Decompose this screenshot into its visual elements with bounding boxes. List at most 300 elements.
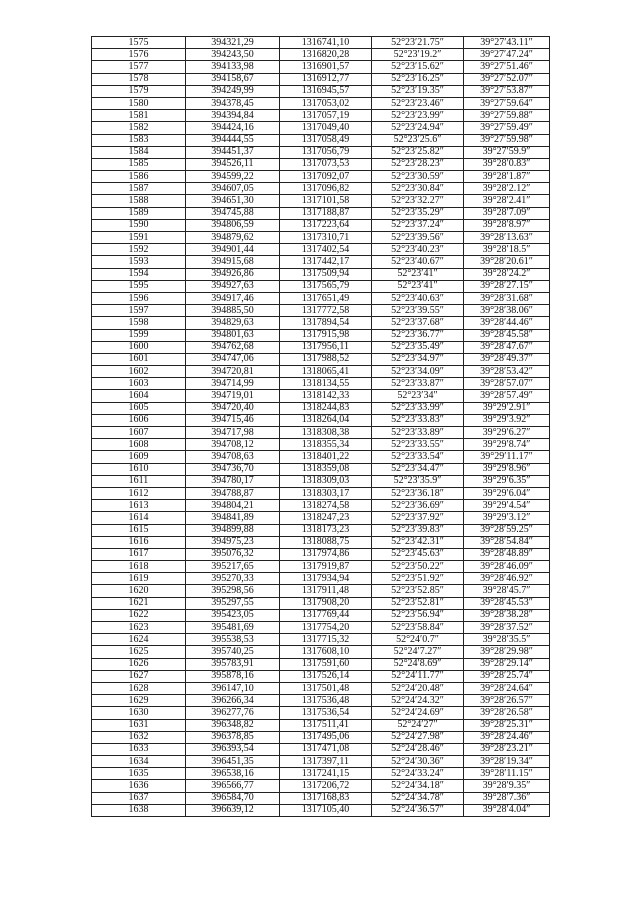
coord-x-cell: 394599,22 bbox=[186, 171, 280, 183]
point-number-cell: 1638 bbox=[92, 804, 186, 816]
table-row bbox=[92, 475, 550, 487]
coord-x-cell: 396147,10 bbox=[186, 682, 280, 694]
table-row bbox=[92, 195, 550, 207]
point-number-cell: 1602 bbox=[92, 366, 186, 378]
latitude-cell: 52°23′30.84″ bbox=[372, 183, 464, 195]
coord-x-cell: 394651,30 bbox=[186, 195, 280, 207]
table-row bbox=[92, 292, 550, 304]
table-row bbox=[92, 353, 550, 365]
latitude-cell: 52°23′35.29″ bbox=[372, 207, 464, 219]
coord-x-cell: 395783,91 bbox=[186, 658, 280, 670]
table-row bbox=[92, 573, 550, 585]
latitude-cell: 52°23′45.63″ bbox=[372, 548, 464, 560]
point-number-cell: 1618 bbox=[92, 561, 186, 573]
point-number-cell: 1629 bbox=[92, 695, 186, 707]
latitude-cell: 52°23′37.24″ bbox=[372, 219, 464, 231]
longitude-cell: 39°28′24.2″ bbox=[464, 268, 550, 280]
point-number-cell: 1604 bbox=[92, 390, 186, 402]
coord-y-cell: 1316901,57 bbox=[280, 61, 372, 73]
table-row bbox=[92, 207, 550, 219]
latitude-cell: 52°24′33.24″ bbox=[372, 768, 464, 780]
point-number-cell: 1591 bbox=[92, 232, 186, 244]
coord-y-cell: 1317241,15 bbox=[280, 768, 372, 780]
coord-x-cell: 394927,63 bbox=[186, 280, 280, 292]
latitude-cell: 52°24′36.57″ bbox=[372, 804, 464, 816]
coord-y-cell: 1318065,41 bbox=[280, 366, 372, 378]
table-row bbox=[92, 756, 550, 768]
latitude-cell: 52°23′23.46″ bbox=[372, 97, 464, 109]
coord-y-cell: 1318355,34 bbox=[280, 439, 372, 451]
longitude-cell: 39°27′59.49″ bbox=[464, 122, 550, 134]
table-row bbox=[92, 158, 550, 170]
coord-x-cell: 394243,50 bbox=[186, 49, 280, 61]
coord-y-cell: 1318244,83 bbox=[280, 402, 372, 414]
point-number-cell: 1585 bbox=[92, 158, 186, 170]
latitude-cell: 52°23′37.92″ bbox=[372, 512, 464, 524]
coord-y-cell: 1318401,22 bbox=[280, 451, 372, 463]
latitude-cell: 52°24′0.7″ bbox=[372, 634, 464, 646]
coord-x-cell: 394841,89 bbox=[186, 512, 280, 524]
table-row bbox=[92, 719, 550, 731]
point-number-cell: 1630 bbox=[92, 707, 186, 719]
table-row bbox=[92, 695, 550, 707]
longitude-cell: 39°28′27.15″ bbox=[464, 280, 550, 292]
table-row bbox=[92, 37, 550, 49]
table-row bbox=[92, 622, 550, 634]
point-number-cell: 1609 bbox=[92, 451, 186, 463]
table-row bbox=[92, 597, 550, 609]
coord-x-cell: 394829,63 bbox=[186, 317, 280, 329]
latitude-cell: 52°23′28.23″ bbox=[372, 158, 464, 170]
table-row bbox=[92, 427, 550, 439]
coord-x-cell: 395423,05 bbox=[186, 609, 280, 621]
longitude-cell: 39°28′2.12″ bbox=[464, 183, 550, 195]
latitude-cell: 52°23′23.99″ bbox=[372, 110, 464, 122]
latitude-cell: 52°23′30.59″ bbox=[372, 171, 464, 183]
table-row bbox=[92, 524, 550, 536]
coord-x-cell: 394158,67 bbox=[186, 73, 280, 85]
point-number-cell: 1577 bbox=[92, 61, 186, 73]
longitude-cell: 39°28′19.34″ bbox=[464, 756, 550, 768]
longitude-cell: 39°29′6.27″ bbox=[464, 427, 550, 439]
table-row bbox=[92, 743, 550, 755]
longitude-cell: 39°28′59.25″ bbox=[464, 524, 550, 536]
table-row bbox=[92, 670, 550, 682]
table-row bbox=[92, 122, 550, 134]
latitude-cell: 52°23′34″ bbox=[372, 390, 464, 402]
coord-y-cell: 1317053,02 bbox=[280, 97, 372, 109]
table-row bbox=[92, 232, 550, 244]
coord-x-cell: 395076,32 bbox=[186, 548, 280, 560]
longitude-cell: 39°28′8.97″ bbox=[464, 219, 550, 231]
table-row bbox=[92, 268, 550, 280]
longitude-cell: 39°28′25.74″ bbox=[464, 670, 550, 682]
point-number-cell: 1584 bbox=[92, 146, 186, 158]
table-row bbox=[92, 390, 550, 402]
point-number-cell: 1576 bbox=[92, 49, 186, 61]
latitude-cell: 52°23′19.35″ bbox=[372, 85, 464, 97]
longitude-cell: 39°28′45.58″ bbox=[464, 329, 550, 341]
point-number-cell: 1597 bbox=[92, 305, 186, 317]
point-number-cell: 1631 bbox=[92, 719, 186, 731]
latitude-cell: 52°24′30.36″ bbox=[372, 756, 464, 768]
coord-y-cell: 1317049,40 bbox=[280, 122, 372, 134]
latitude-cell: 52°23′52.85″ bbox=[372, 585, 464, 597]
point-number-cell: 1637 bbox=[92, 792, 186, 804]
coord-y-cell: 1317402,54 bbox=[280, 244, 372, 256]
point-number-cell: 1628 bbox=[92, 682, 186, 694]
coord-y-cell: 1317956,11 bbox=[280, 341, 372, 353]
coord-y-cell: 1317974,86 bbox=[280, 548, 372, 560]
longitude-cell: 39°29′2.91″ bbox=[464, 402, 550, 414]
coord-y-cell: 1317397,11 bbox=[280, 756, 372, 768]
coord-x-cell: 395297,55 bbox=[186, 597, 280, 609]
coord-y-cell: 1317769,44 bbox=[280, 609, 372, 621]
longitude-cell: 39°28′0.83″ bbox=[464, 158, 550, 170]
table-row bbox=[92, 536, 550, 548]
point-number-cell: 1636 bbox=[92, 780, 186, 792]
point-number-cell: 1596 bbox=[92, 292, 186, 304]
longitude-cell: 39°28′46.92″ bbox=[464, 573, 550, 585]
point-number-cell: 1623 bbox=[92, 622, 186, 634]
coord-x-cell: 396277,76 bbox=[186, 707, 280, 719]
coord-x-cell: 394378,45 bbox=[186, 97, 280, 109]
latitude-cell: 52°23′16.25″ bbox=[372, 73, 464, 85]
coord-x-cell: 395740,25 bbox=[186, 646, 280, 658]
longitude-cell: 39°28′49.37″ bbox=[464, 353, 550, 365]
coord-y-cell: 1318303,17 bbox=[280, 487, 372, 499]
coord-y-cell: 1317915,98 bbox=[280, 329, 372, 341]
coord-y-cell: 1317073,53 bbox=[280, 158, 372, 170]
table-row bbox=[92, 731, 550, 743]
longitude-cell: 39°28′11.15″ bbox=[464, 768, 550, 780]
table-row bbox=[92, 244, 550, 256]
table-row bbox=[92, 646, 550, 658]
coord-x-cell: 394249,99 bbox=[186, 85, 280, 97]
coord-y-cell: 1317442,17 bbox=[280, 256, 372, 268]
table-row bbox=[92, 49, 550, 61]
point-number-cell: 1593 bbox=[92, 256, 186, 268]
table-row bbox=[92, 414, 550, 426]
coord-y-cell: 1317092,07 bbox=[280, 171, 372, 183]
coord-x-cell: 394720,81 bbox=[186, 366, 280, 378]
latitude-cell: 52°23′36.69″ bbox=[372, 500, 464, 512]
latitude-cell: 52°24′11.77″ bbox=[372, 670, 464, 682]
coord-y-cell: 1317057,19 bbox=[280, 110, 372, 122]
coord-x-cell: 394879,62 bbox=[186, 232, 280, 244]
point-number-cell: 1580 bbox=[92, 97, 186, 109]
coord-x-cell: 396538,16 bbox=[186, 768, 280, 780]
table-row bbox=[92, 451, 550, 463]
point-number-cell: 1590 bbox=[92, 219, 186, 231]
latitude-cell: 52°23′39.55″ bbox=[372, 305, 464, 317]
latitude-cell: 52°24′7.27″ bbox=[372, 646, 464, 658]
latitude-cell: 52°23′33.99″ bbox=[372, 402, 464, 414]
latitude-cell: 52°23′36.18″ bbox=[372, 487, 464, 499]
coord-x-cell: 394780,17 bbox=[186, 475, 280, 487]
coord-y-cell: 1317536,48 bbox=[280, 695, 372, 707]
point-number-cell: 1612 bbox=[92, 487, 186, 499]
table-row bbox=[92, 512, 550, 524]
longitude-cell: 39°28′26.57″ bbox=[464, 695, 550, 707]
longitude-cell: 39°27′59.98″ bbox=[464, 134, 550, 146]
longitude-cell: 39°27′47.24″ bbox=[464, 49, 550, 61]
point-number-cell: 1621 bbox=[92, 597, 186, 609]
latitude-cell: 52°24′24.69″ bbox=[372, 707, 464, 719]
latitude-cell: 52°23′40.63″ bbox=[372, 292, 464, 304]
coord-y-cell: 1317715,32 bbox=[280, 634, 372, 646]
longitude-cell: 39°28′13.63″ bbox=[464, 232, 550, 244]
coord-x-cell: 396639,12 bbox=[186, 804, 280, 816]
coord-y-cell: 1317894,54 bbox=[280, 317, 372, 329]
table-row bbox=[92, 341, 550, 353]
longitude-cell: 39°28′29.98″ bbox=[464, 646, 550, 658]
latitude-cell: 52°23′56.94″ bbox=[372, 609, 464, 621]
coord-x-cell: 395481,69 bbox=[186, 622, 280, 634]
latitude-cell: 52°23′34.97″ bbox=[372, 353, 464, 365]
point-number-cell: 1598 bbox=[92, 317, 186, 329]
coord-x-cell: 394451,37 bbox=[186, 146, 280, 158]
longitude-cell: 39°28′47.67″ bbox=[464, 341, 550, 353]
point-number-cell: 1613 bbox=[92, 500, 186, 512]
point-number-cell: 1586 bbox=[92, 171, 186, 183]
coord-x-cell: 395878,16 bbox=[186, 670, 280, 682]
coord-y-cell: 1318142,33 bbox=[280, 390, 372, 402]
coord-y-cell: 1318264,04 bbox=[280, 414, 372, 426]
coord-x-cell: 394133,98 bbox=[186, 61, 280, 73]
coord-x-cell: 394926,86 bbox=[186, 268, 280, 280]
coord-y-cell: 1317509,94 bbox=[280, 268, 372, 280]
longitude-cell: 39°29′8.96″ bbox=[464, 463, 550, 475]
coord-y-cell: 1318309,03 bbox=[280, 475, 372, 487]
longitude-cell: 39°29′8.74″ bbox=[464, 439, 550, 451]
coord-y-cell: 1317101,58 bbox=[280, 195, 372, 207]
longitude-cell: 39°28′53.42″ bbox=[464, 366, 550, 378]
coord-y-cell: 1318308,38 bbox=[280, 427, 372, 439]
point-number-cell: 1595 bbox=[92, 280, 186, 292]
longitude-cell: 39°28′24.64″ bbox=[464, 682, 550, 694]
coord-y-cell: 1317608,10 bbox=[280, 646, 372, 658]
coord-y-cell: 1317591,60 bbox=[280, 658, 372, 670]
longitude-cell: 39°28′1.87″ bbox=[464, 171, 550, 183]
coord-x-cell: 394394,84 bbox=[186, 110, 280, 122]
latitude-cell: 52°23′51.92″ bbox=[372, 573, 464, 585]
table-row bbox=[92, 305, 550, 317]
longitude-cell: 39°28′24.46″ bbox=[464, 731, 550, 743]
latitude-cell: 52°23′32.27″ bbox=[372, 195, 464, 207]
coord-x-cell: 396348,82 bbox=[186, 719, 280, 731]
coord-x-cell: 394708,63 bbox=[186, 451, 280, 463]
longitude-cell: 39°29′4.54″ bbox=[464, 500, 550, 512]
longitude-cell: 39°28′26.58″ bbox=[464, 707, 550, 719]
longitude-cell: 39°29′3.92″ bbox=[464, 414, 550, 426]
table-row bbox=[92, 317, 550, 329]
point-number-cell: 1616 bbox=[92, 536, 186, 548]
coord-x-cell: 396566,77 bbox=[186, 780, 280, 792]
coord-x-cell: 396451,35 bbox=[186, 756, 280, 768]
coord-x-cell: 394917,46 bbox=[186, 292, 280, 304]
coord-y-cell: 1317495,06 bbox=[280, 731, 372, 743]
latitude-cell: 52°23′52.81″ bbox=[372, 597, 464, 609]
coord-x-cell: 394715,46 bbox=[186, 414, 280, 426]
coord-y-cell: 1317206,72 bbox=[280, 780, 372, 792]
longitude-cell: 39°28′20.61″ bbox=[464, 256, 550, 268]
coord-x-cell: 394975,23 bbox=[186, 536, 280, 548]
coord-x-cell: 394708,12 bbox=[186, 439, 280, 451]
point-number-cell: 1617 bbox=[92, 548, 186, 560]
latitude-cell: 52°24′8.69″ bbox=[372, 658, 464, 670]
table-row bbox=[92, 500, 550, 512]
longitude-cell: 39°27′52.07″ bbox=[464, 73, 550, 85]
table-row bbox=[92, 780, 550, 792]
table-row bbox=[92, 707, 550, 719]
coord-x-cell: 394424,16 bbox=[186, 122, 280, 134]
longitude-cell: 39°28′57.49″ bbox=[464, 390, 550, 402]
longitude-cell: 39°28′25.31″ bbox=[464, 719, 550, 731]
coord-y-cell: 1317511,41 bbox=[280, 719, 372, 731]
table-row bbox=[92, 110, 550, 122]
latitude-cell: 52°23′25.82″ bbox=[372, 146, 464, 158]
latitude-cell: 52°23′36.77″ bbox=[372, 329, 464, 341]
coord-x-cell: 395538,53 bbox=[186, 634, 280, 646]
longitude-cell: 39°27′59.9″ bbox=[464, 146, 550, 158]
coord-y-cell: 1317096,82 bbox=[280, 183, 372, 195]
coord-y-cell: 1317911,48 bbox=[280, 585, 372, 597]
longitude-cell: 39°28′44.46″ bbox=[464, 317, 550, 329]
coord-x-cell: 396378,85 bbox=[186, 731, 280, 743]
coord-y-cell: 1317754,20 bbox=[280, 622, 372, 634]
longitude-cell: 39°28′57.07″ bbox=[464, 378, 550, 390]
table-row bbox=[92, 804, 550, 816]
point-number-cell: 1587 bbox=[92, 183, 186, 195]
coord-y-cell: 1317772,58 bbox=[280, 305, 372, 317]
point-number-cell: 1611 bbox=[92, 475, 186, 487]
coord-x-cell: 394899,88 bbox=[186, 524, 280, 536]
point-number-cell: 1633 bbox=[92, 743, 186, 755]
point-number-cell: 1581 bbox=[92, 110, 186, 122]
table-row bbox=[92, 85, 550, 97]
coord-y-cell: 1317919,87 bbox=[280, 561, 372, 573]
point-number-cell: 1622 bbox=[92, 609, 186, 621]
point-number-cell: 1615 bbox=[92, 524, 186, 536]
latitude-cell: 52°23′25.6″ bbox=[372, 134, 464, 146]
coord-x-cell: 394901,44 bbox=[186, 244, 280, 256]
coord-x-cell: 394736,70 bbox=[186, 463, 280, 475]
point-number-cell: 1579 bbox=[92, 85, 186, 97]
coord-y-cell: 1316912,77 bbox=[280, 73, 372, 85]
coord-x-cell: 396393,54 bbox=[186, 743, 280, 755]
point-number-cell: 1626 bbox=[92, 658, 186, 670]
longitude-cell: 39°28′37.52″ bbox=[464, 622, 550, 634]
coord-x-cell: 394806,59 bbox=[186, 219, 280, 231]
latitude-cell: 52°23′33.89″ bbox=[372, 427, 464, 439]
longitude-cell: 39°28′38.28″ bbox=[464, 609, 550, 621]
coord-x-cell: 394444,55 bbox=[186, 134, 280, 146]
coord-y-cell: 1317188,87 bbox=[280, 207, 372, 219]
longitude-cell: 39°29′3.12″ bbox=[464, 512, 550, 524]
table-row bbox=[92, 463, 550, 475]
coord-y-cell: 1317168,83 bbox=[280, 792, 372, 804]
coord-y-cell: 1316820,28 bbox=[280, 49, 372, 61]
longitude-cell: 39°28′7.36″ bbox=[464, 792, 550, 804]
latitude-cell: 52°23′41″ bbox=[372, 280, 464, 292]
longitude-cell: 39°28′35.5″ bbox=[464, 634, 550, 646]
coord-y-cell: 1317471,08 bbox=[280, 743, 372, 755]
latitude-cell: 52°24′27″ bbox=[372, 719, 464, 731]
latitude-cell: 52°23′39.56″ bbox=[372, 232, 464, 244]
coord-y-cell: 1318359,08 bbox=[280, 463, 372, 475]
coord-x-cell: 395298,56 bbox=[186, 585, 280, 597]
table-row bbox=[92, 378, 550, 390]
point-number-cell: 1614 bbox=[92, 512, 186, 524]
point-number-cell: 1599 bbox=[92, 329, 186, 341]
coord-y-cell: 1317908,20 bbox=[280, 597, 372, 609]
longitude-cell: 39°28′45.7″ bbox=[464, 585, 550, 597]
longitude-cell: 39°29′6.35″ bbox=[464, 475, 550, 487]
coord-x-cell: 394801,63 bbox=[186, 329, 280, 341]
table-row bbox=[92, 219, 550, 231]
coord-y-cell: 1317501,48 bbox=[280, 682, 372, 694]
table-row bbox=[92, 61, 550, 73]
longitude-cell: 39°28′7.09″ bbox=[464, 207, 550, 219]
latitude-cell: 52°23′34.47″ bbox=[372, 463, 464, 475]
point-number-cell: 1605 bbox=[92, 402, 186, 414]
latitude-cell: 52°23′58.84″ bbox=[372, 622, 464, 634]
table-row bbox=[92, 171, 550, 183]
table-row bbox=[92, 658, 550, 670]
longitude-cell: 39°28′29.14″ bbox=[464, 658, 550, 670]
latitude-cell: 52°23′33.87″ bbox=[372, 378, 464, 390]
coordinates-table-body bbox=[92, 37, 550, 817]
point-number-cell: 1610 bbox=[92, 463, 186, 475]
table-row bbox=[92, 73, 550, 85]
table-row bbox=[92, 280, 550, 292]
coord-y-cell: 1317651,49 bbox=[280, 292, 372, 304]
coord-x-cell: 394915,68 bbox=[186, 256, 280, 268]
point-number-cell: 1601 bbox=[92, 353, 186, 365]
latitude-cell: 52°23′21.75″ bbox=[372, 37, 464, 49]
table-row bbox=[92, 634, 550, 646]
point-number-cell: 1603 bbox=[92, 378, 186, 390]
table-row bbox=[92, 134, 550, 146]
point-number-cell: 1608 bbox=[92, 439, 186, 451]
latitude-cell: 52°23′33.55″ bbox=[372, 439, 464, 451]
coord-y-cell: 1318088,75 bbox=[280, 536, 372, 548]
latitude-cell: 52°24′20.48″ bbox=[372, 682, 464, 694]
longitude-cell: 39°28′54.84″ bbox=[464, 536, 550, 548]
latitude-cell: 52°23′34.09″ bbox=[372, 366, 464, 378]
longitude-cell: 39°29′6.04″ bbox=[464, 487, 550, 499]
table-row bbox=[92, 561, 550, 573]
latitude-cell: 52°23′19.2″ bbox=[372, 49, 464, 61]
coord-y-cell: 1318274,58 bbox=[280, 500, 372, 512]
coord-x-cell: 394720,40 bbox=[186, 402, 280, 414]
table-row bbox=[92, 768, 550, 780]
latitude-cell: 52°24′34.18″ bbox=[372, 780, 464, 792]
coord-y-cell: 1316741,10 bbox=[280, 37, 372, 49]
coord-x-cell: 394714,99 bbox=[186, 378, 280, 390]
longitude-cell: 39°28′31.68″ bbox=[464, 292, 550, 304]
point-number-cell: 1624 bbox=[92, 634, 186, 646]
coord-x-cell: 394788,87 bbox=[186, 487, 280, 499]
point-number-cell: 1575 bbox=[92, 37, 186, 49]
latitude-cell: 52°24′27.98″ bbox=[372, 731, 464, 743]
coord-y-cell: 1316945,57 bbox=[280, 85, 372, 97]
point-number-cell: 1634 bbox=[92, 756, 186, 768]
point-number-cell: 1619 bbox=[92, 573, 186, 585]
latitude-cell: 52°23′42.31″ bbox=[372, 536, 464, 548]
longitude-cell: 39°28′23.21″ bbox=[464, 743, 550, 755]
